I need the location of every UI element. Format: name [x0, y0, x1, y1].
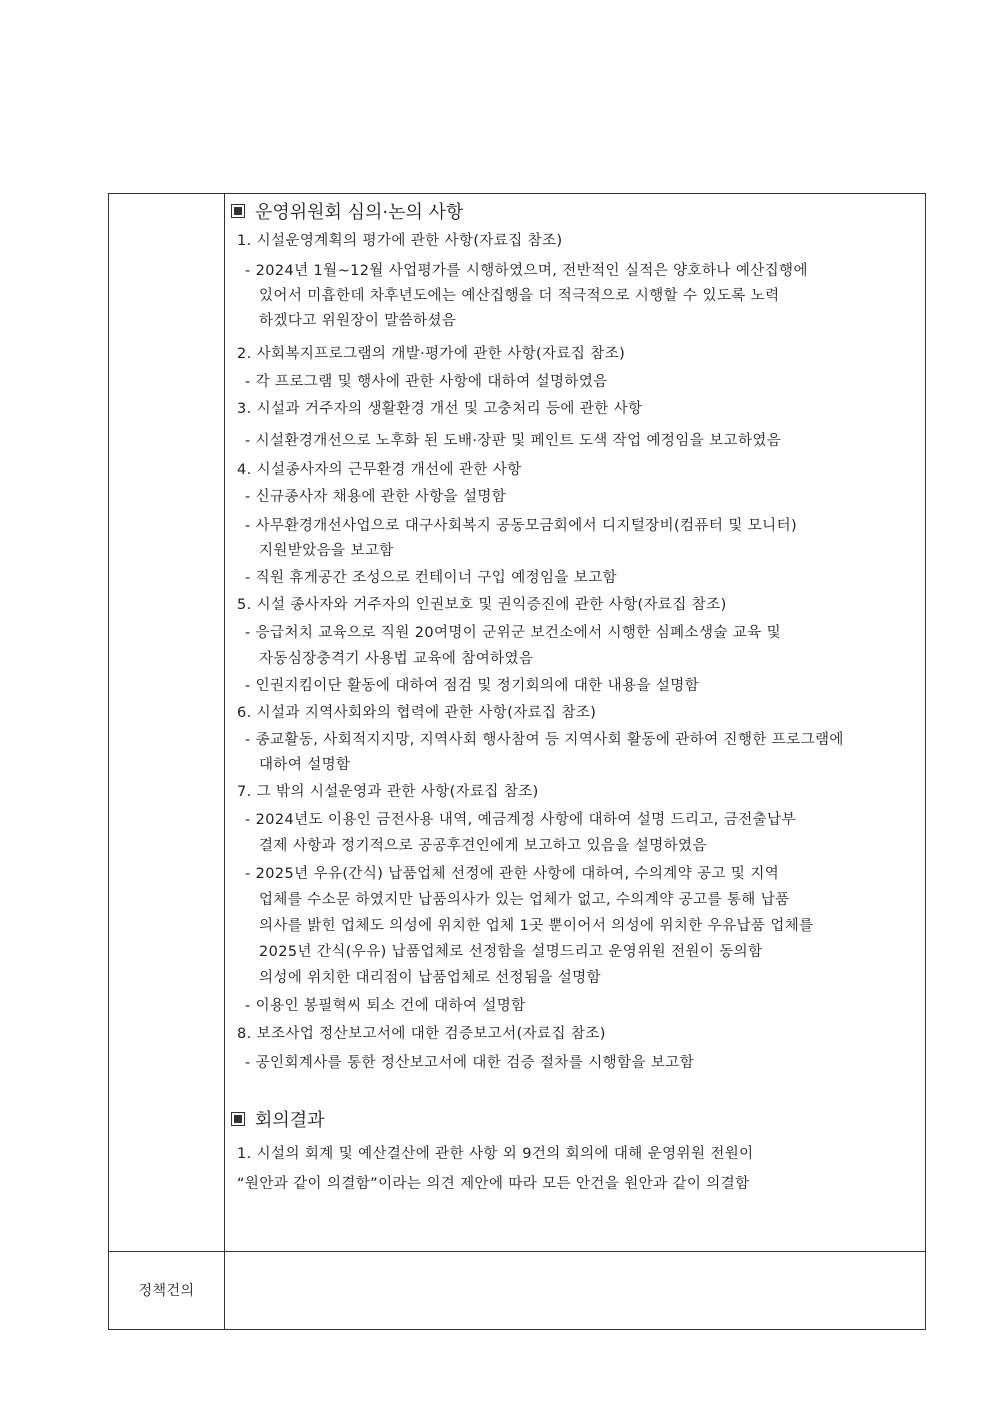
- continuation-line: 대하여 설명함: [259, 757, 351, 773]
- minutes-table: [108, 193, 926, 1330]
- bullet-line: - 종교활동, 사회적지지망, 지역사회 행사참여 등 지역사회 활동에 관하여 진행한 프로그램에: [245, 732, 844, 748]
- continuation-line: 지원받았음을 보고함: [259, 543, 394, 559]
- agenda-item: 2. 사회복지프로그램의 개발·평가에 관한 사항(자료집 참조): [237, 346, 626, 362]
- content-cell: [229, 194, 921, 1247]
- continuation-line: 자동심장충격기 사용법 교육에 참여하였음: [259, 651, 534, 667]
- section-title-text: 운영위원회 심의·논의 사항: [255, 202, 464, 223]
- filled-square-icon: [231, 1112, 245, 1126]
- policy-suggestion-label: 정책건의: [138, 1283, 195, 1299]
- agenda-item: 7. 그 밖의 시설운영과 관한 사항(자료집 참조): [237, 784, 539, 800]
- continuation-line: 결제 사항과 정기적으로 공공후견인에게 보고하고 있음을 설명하였음: [259, 838, 707, 854]
- section-title-result: [231, 1106, 325, 1132]
- section-title-deliberation: [231, 198, 463, 224]
- bullet-line: - 인권지킴이단 활동에 대하여 점검 및 정기회의에 대한 내용을 설명함: [245, 678, 700, 694]
- bullet-line: - 시설환경개선으로 노후화 된 도배·장판 및 페인트 도색 작업 예정임을 보고하였음: [245, 433, 782, 449]
- continuation-line: 2025년 간식(우유) 납품업체로 선정함을 설명드리고 운영위원 전원이 동의함: [259, 944, 763, 960]
- section-title-text: 회의결과: [255, 1110, 325, 1131]
- bullet-line: - 공인회계사를 통한 정산보고서에 대한 검증 절차를 시행함을 보고함: [245, 1055, 695, 1071]
- continuation-line: 의사를 밝힌 업체도 의성에 위치한 업체 1곳 뿐이어서 의성에 위치한 우유납품 업체를: [259, 918, 814, 934]
- bullet-line: - 2024년 1월~12월 사업평가를 시행하였으며, 전반적인 실적은 양호하나 예산집행에: [245, 263, 808, 279]
- bullet-line: - 사무환경개선사업으로 대구사회복지 공동모금회에서 디지털장비(컴퓨터 및 모니터): [245, 518, 798, 534]
- result-line: 1. 시설의 회계 및 예산결산에 관한 사항 외 9건의 회의에 대해 운영위원 전원이: [237, 1146, 754, 1162]
- agenda-item: 6. 시설과 지역사회와의 협력에 관한 사항(자료집 참조): [237, 705, 597, 721]
- filled-square-icon: [231, 204, 245, 218]
- bullet-line: - 2025년 우유(간식) 납품업체 선정에 관한 사항에 대하여, 수의계약 공고 및 지역: [245, 866, 780, 882]
- bullet-line: - 각 프로그램 및 행사에 관한 사항에 대하여 설명하였음: [245, 374, 608, 390]
- agenda-item: 4. 시설종사자의 근무환경 개선에 관한 사항: [237, 462, 522, 478]
- agenda-item: 1. 시설운영계획의 평가에 관한 사항(자료집 참조): [237, 233, 563, 249]
- bullet-line: - 이용인 봉필혁씨 퇴소 건에 대하여 설명함: [245, 998, 526, 1014]
- result-line: “원안과 같이 의결함”이라는 의견 제안에 따라 모든 안건을 원안과 같이 의결함: [237, 1176, 750, 1192]
- row-divider: [109, 1251, 925, 1252]
- bullet-line: - 2024년도 이용인 금전사용 내역, 예금계정 사항에 대하여 설명 드리고, 금전출납부: [245, 812, 796, 828]
- column-divider: [224, 194, 225, 1329]
- continuation-line: 의성에 위치한 대리점이 납품업체로 선정됨을 설명함: [259, 970, 601, 986]
- continuation-line: 업체를 수소문 하였지만 납품의사가 있는 업체가 없고, 수의계약 공고를 통해 납품: [259, 892, 790, 908]
- agenda-item: 3. 시설과 거주자의 생활환경 개선 및 고충처리 등에 관한 사항: [237, 401, 643, 417]
- agenda-item: 8. 보조사업 정산보고서에 대한 검증보고서(자료집 참조): [237, 1026, 606, 1042]
- bullet-line: - 직원 휴게공간 조성으로 컨테이너 구입 예정임을 보고함: [245, 570, 618, 586]
- agenda-item: 5. 시설 종사자와 거주자의 인권보호 및 권익증진에 관한 사항(자료집 참조): [237, 597, 727, 613]
- bullet-line: - 신규종사자 채용에 관한 사항을 설명함: [245, 489, 507, 505]
- continuation-line: 하겠다고 위원장이 말씀하셨음: [259, 313, 457, 329]
- bullet-line: - 응급처치 교육으로 직원 20여명이 군위군 보건소에서 시행한 심폐소생술 교육 및: [245, 625, 781, 641]
- continuation-line: 있어서 미흡한데 차후년도에는 예산집행을 더 적극적으로 시행할 수 있도록 노력: [259, 288, 780, 304]
